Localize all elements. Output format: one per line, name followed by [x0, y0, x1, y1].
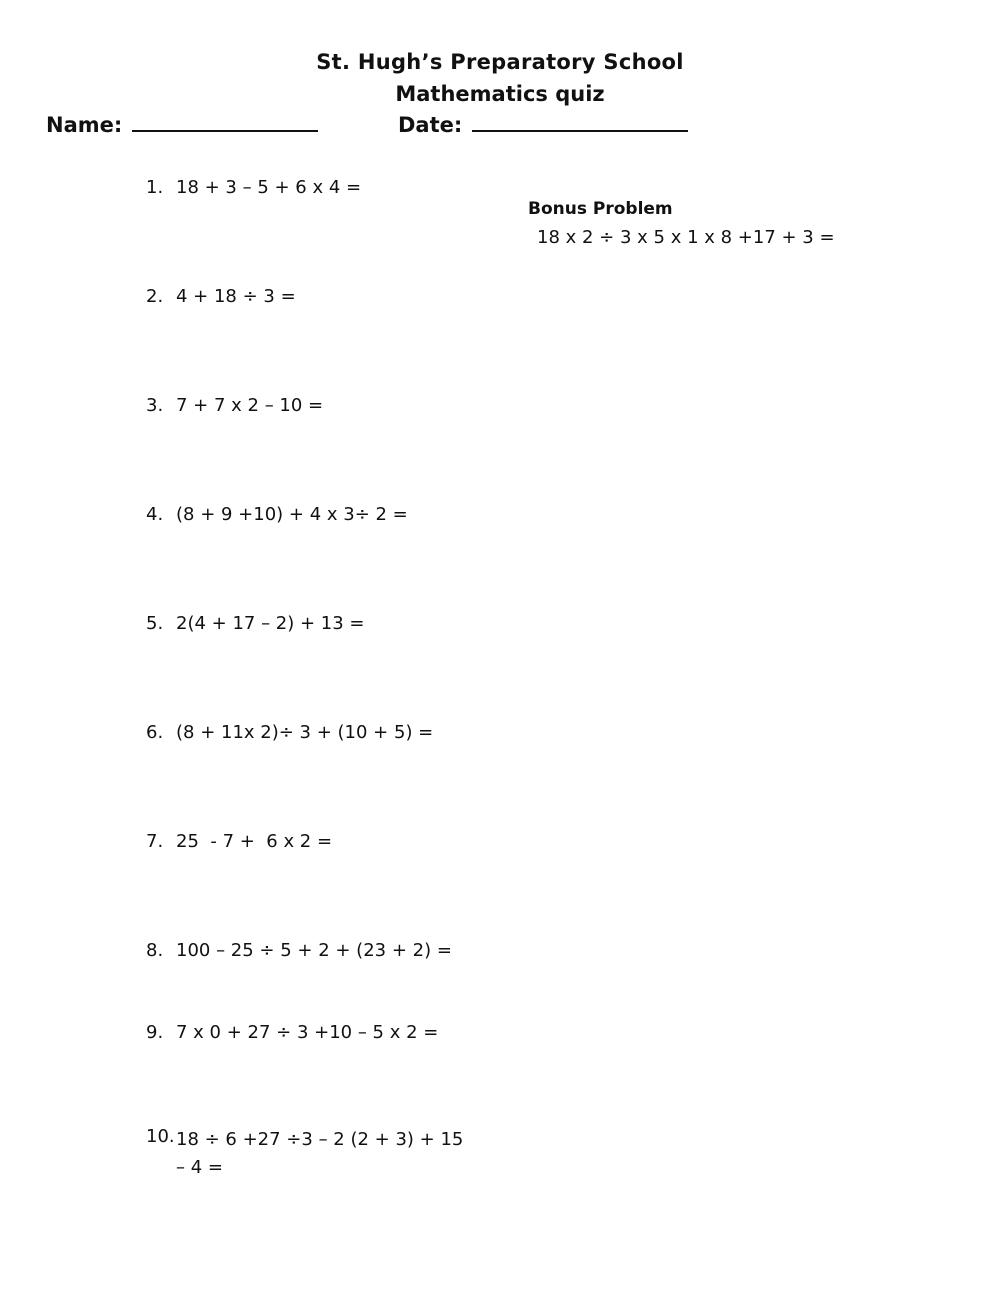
- question-8: [146, 940, 452, 961]
- question-expression: 4 + 18 ÷ 3 =: [176, 286, 296, 307]
- quiz-title: Mathematics quiz: [395, 82, 605, 106]
- question-5: [146, 613, 365, 634]
- question-expression: (8 + 9 +10) + 4 x 3÷ 2 =: [176, 504, 408, 525]
- date-label: Date:: [398, 113, 463, 137]
- question-4: [146, 504, 408, 525]
- question-6: [146, 722, 433, 743]
- question-3: [146, 395, 323, 416]
- question-number: 1.: [146, 177, 164, 198]
- question-number: 6.: [146, 722, 164, 743]
- question-number: 3.: [146, 395, 164, 416]
- question-10: [146, 1126, 486, 1182]
- name-label: Name:: [46, 113, 123, 137]
- school-title: St. Hugh’s Preparatory School: [316, 50, 684, 74]
- question-expression: 2(4 + 17 – 2) + 13 =: [176, 613, 365, 634]
- question-expression: 18 + 3 – 5 + 6 x 4 =: [176, 177, 362, 198]
- bonus-expression: 18 x 2 ÷ 3 x 5 x 1 x 8 +17 + 3 =: [537, 227, 835, 248]
- name-blank-line[interactable]: [132, 129, 318, 132]
- question-expression: 100 – 25 ÷ 5 + 2 + (23 + 2) =: [176, 940, 452, 961]
- date-field[interactable]: [398, 113, 688, 137]
- question-2: [146, 286, 296, 307]
- question-expression: 25 - 7 + 6 x 2 =: [176, 831, 333, 852]
- question-number: 8.: [146, 940, 164, 961]
- question-7: [146, 831, 332, 852]
- question-number: 7.: [146, 831, 164, 852]
- question-1: [146, 177, 361, 198]
- question-expression: 18 ÷ 6 +27 ÷3 – 2 (2 + 3) + 15 – 4 =: [176, 1129, 464, 1178]
- bonus-heading: Bonus Problem: [528, 199, 673, 219]
- question-expression: 7 + 7 x 2 – 10 =: [176, 395, 324, 416]
- question-number: 2.: [146, 286, 164, 307]
- question-9: [146, 1022, 438, 1043]
- question-number: 5.: [146, 613, 164, 634]
- question-number: 10.: [146, 1126, 175, 1147]
- question-expression: 7 x 0 + 27 ÷ 3 +10 – 5 x 2 =: [176, 1022, 439, 1043]
- question-number: 9.: [146, 1022, 164, 1043]
- question-expression: (8 + 11x 2)÷ 3 + (10 + 5) =: [176, 722, 434, 743]
- name-field[interactable]: [46, 113, 318, 137]
- date-blank-line[interactable]: [472, 129, 688, 132]
- question-number: 4.: [146, 504, 164, 525]
